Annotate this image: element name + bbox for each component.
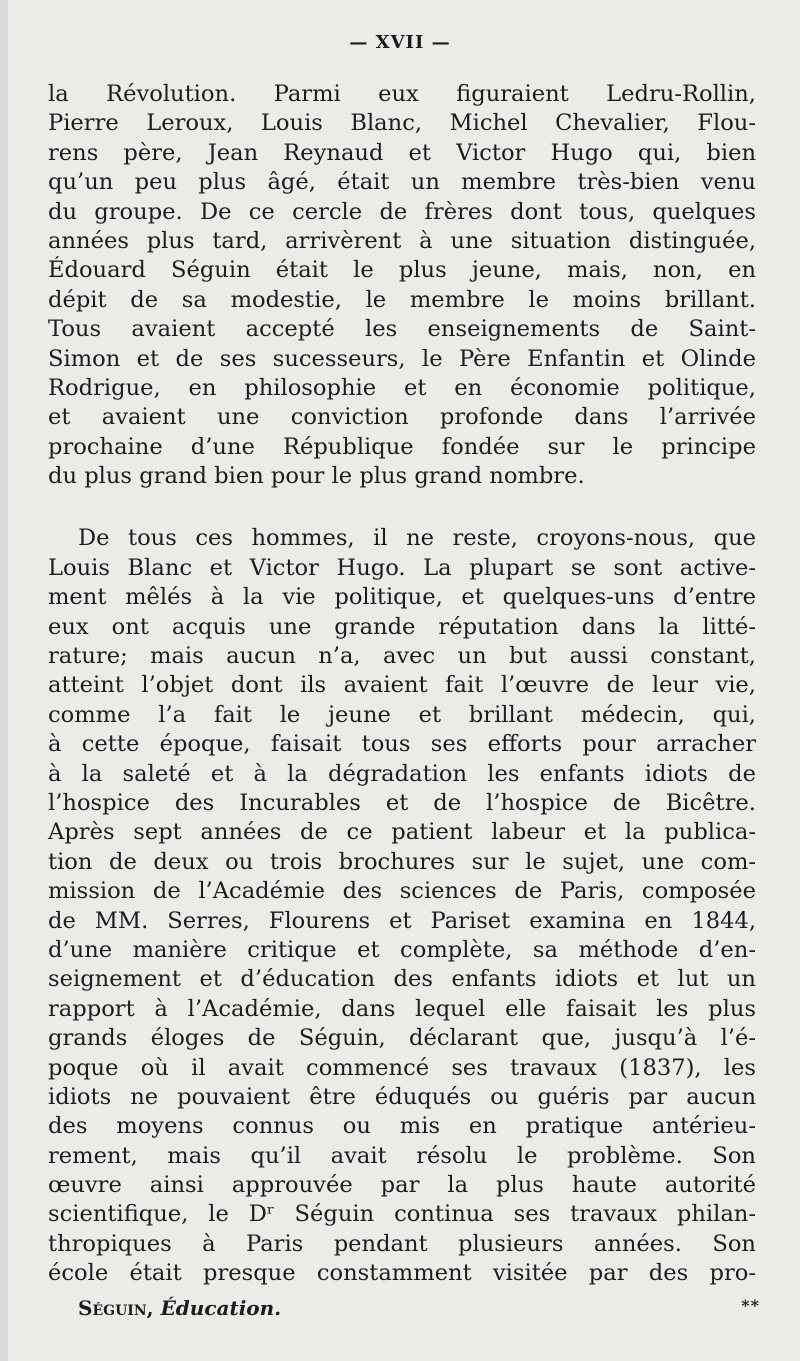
text-line: De tous ces hommes, il ne reste, croyons-nous, que (78, 525, 756, 552)
text-line: Tous avaient accepté les enseignements de Saint- (48, 316, 756, 343)
text-line: rature; mais aucun n’a, avec un but aussi constant, (48, 643, 756, 670)
text-line: du plus grand bien pour le plus grand nombre. (48, 463, 585, 490)
text-line: Rodrigue, en philosophie et en économie politique, (48, 374, 756, 401)
text-line: années plus tard, arrivèrent à une situation distinguée, (48, 227, 756, 254)
text-line: mission de l’Académie des sciences de Paris, composée (48, 878, 756, 905)
paragraph-1 (48, 80, 756, 491)
text-line: eux ont acquis une grande réputation dans la litté- (48, 613, 756, 640)
text-line: scientifique, le Dʳ Séguin continua ses travaux philan- (48, 1201, 756, 1228)
text-line: seignement et d’éducation des enfants idiots et lut un (48, 966, 756, 993)
page-number: — XVII — (349, 32, 451, 53)
text-line: rapport à l’Académie, dans lequel elle faisait les plus (48, 995, 756, 1022)
text-line: grands éloges de Séguin, déclarant que, jusqu’à l’é- (48, 1025, 756, 1052)
text-line: rens père, Jean Reynaud et Victor Hugo qui, bien (48, 139, 756, 166)
text-line: ment mêlés à la vie politique, et quelques-uns d’entre (48, 584, 756, 611)
paragraph-2 (48, 524, 756, 1288)
text-line: d’une manière critique et complète, sa méthode d’en- (48, 936, 756, 963)
text-line: tion de deux ou trois brochures sur le sujet, une com- (48, 848, 756, 875)
text-line: œuvre ainsi approuvée par la plus haute autorité (48, 1172, 756, 1199)
paragraph-spacer (48, 491, 756, 524)
text-line: Édouard Séguin était le plus jeune, mais, non, en (48, 257, 756, 284)
text-line: école était presque constamment visitée par des pro- (48, 1260, 756, 1287)
body-text (48, 80, 756, 1289)
page-footer (78, 1296, 760, 1324)
footer-title: Éducation. (160, 1296, 282, 1320)
footer-author: Séguin, (78, 1296, 154, 1320)
text-line: qu’un peu plus âgé, était un membre très-bien venu (48, 169, 756, 196)
signature-mark: ** (741, 1296, 760, 1315)
text-line: la Révolution. Parmi eux figuraient Ledru-Rollin, (48, 81, 756, 107)
text-line: l’hospice des Incurables et de l’hospice de Bicêtre. (48, 789, 756, 816)
text-line: poque où il avait commencé ses travaux (1837), les (48, 1054, 756, 1081)
text-line: du groupe. De ce cercle de frères dont tous, quelques (48, 198, 756, 225)
text-line: et avaient une conviction profonde dans l’arrivée (48, 404, 756, 431)
text-line: thropiques à Paris pendant plusieurs années. Son (48, 1230, 756, 1257)
text-line: comme l’a fait le jeune et brillant médecin, qui, (48, 701, 756, 728)
text-line: Pierre Leroux, Louis Blanc, Michel Chevalier, Flou- (48, 110, 756, 137)
text-line: Louis Blanc et Victor Hugo. La plupart se sont active- (48, 554, 756, 581)
text-line: à cette époque, faisait tous ses efforts pour arracher (48, 731, 756, 758)
text-line: Après sept années de ce patient labeur et la publica- (48, 819, 756, 846)
text-line: prochaine d’une République fondée sur le principe (48, 433, 756, 460)
text-line: des moyens connus ou mis en pratique antérieu- (48, 1113, 756, 1140)
text-line: idiots ne pouvaient être éduqués ou guéris par aucun (48, 1083, 756, 1110)
text-line: atteint l’objet dont ils avaient fait l’œuvre de leur vie, (48, 672, 756, 699)
text-line: Simon et de ses sucesseurs, le Père Enfantin et Olinde (48, 345, 756, 372)
text-line: à la saleté et à la dégradation les enfants idiots de (48, 760, 756, 787)
text-line: dépit de sa modestie, le membre le moins brillant. (48, 286, 756, 313)
text-line: de MM. Serres, Flourens et Pariset examina en 1844, (48, 907, 756, 934)
text-line: rement, mais qu’il avait résolu le problème. Son (48, 1142, 756, 1169)
